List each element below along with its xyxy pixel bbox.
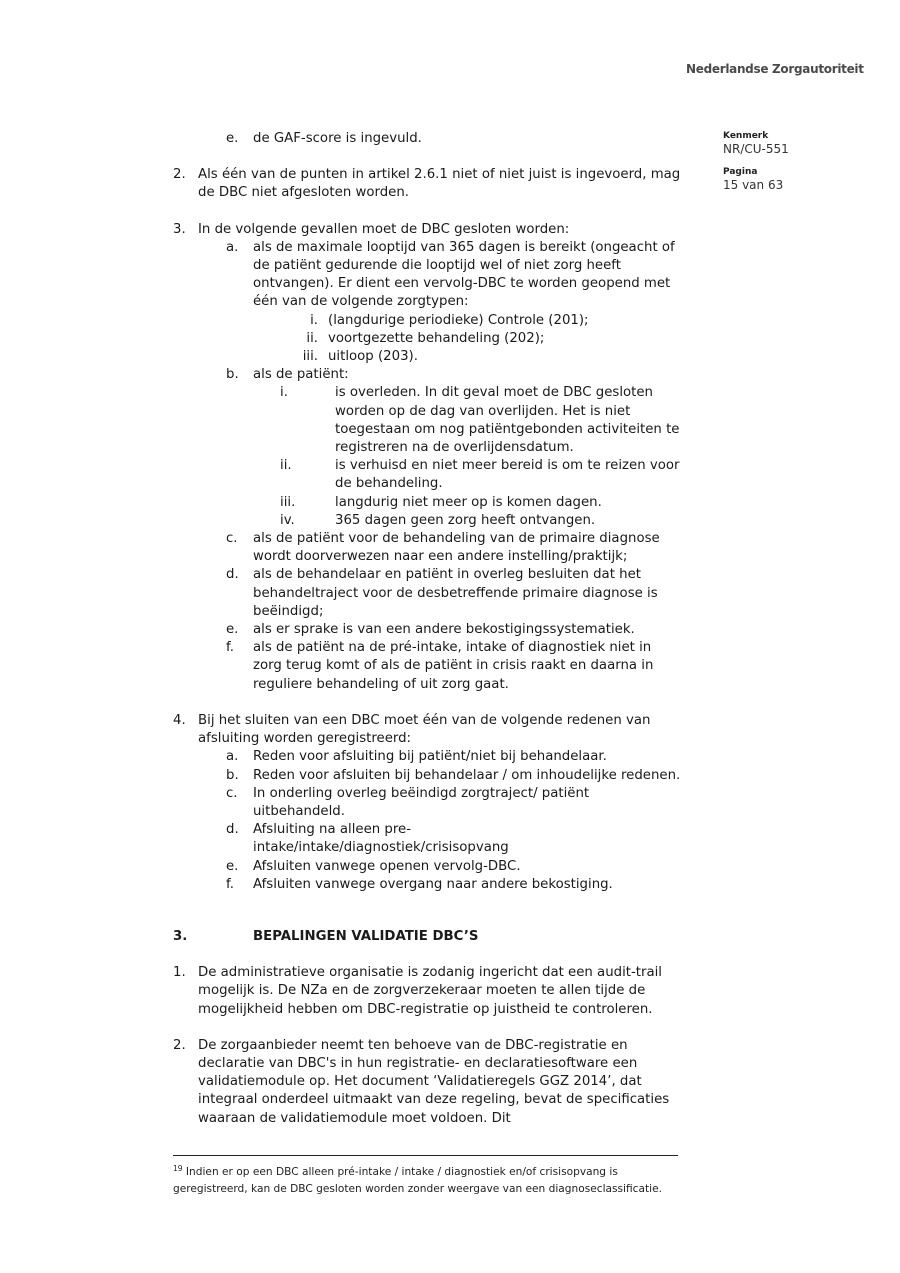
- list-text: Afsluiten vanwege openen vervolg-DBC.: [253, 858, 521, 874]
- list-text: Bij het sluiten van een DBC moet één van de volgende redenen van afsluiting worden geregistreerd:: [198, 712, 651, 747]
- list-item: [173, 166, 683, 202]
- list-text: 365 dagen geen zorg heeft ontvangen.: [335, 512, 596, 528]
- list-item: [173, 494, 683, 512]
- list-marker: f.: [226, 640, 234, 656]
- list-item: [173, 566, 683, 621]
- list-marker: a.: [226, 749, 239, 765]
- list-item: [173, 221, 683, 239]
- list-text: als er sprake is van een andere bekostigingssystematiek.: [253, 622, 635, 638]
- list-item: [173, 964, 683, 1019]
- list-marker: ii.: [280, 458, 292, 474]
- list-text: als de patiënt voor de behandeling van de primaire diagnose wordt doorverwezen naar een andere instelling/praktijk;: [253, 531, 660, 565]
- list-text: is overleden. In dit geval moet de DBC gesloten worden op de dag van overlijden. Het is niet toegestaan om nog patiëntgebonden activiteiten te registreren na de overlijdensdatum.: [335, 385, 680, 456]
- list-item: [173, 639, 683, 694]
- list-marker: e.: [226, 622, 239, 638]
- list-marker: ii.: [306, 330, 318, 346]
- list-marker: 1.: [173, 965, 186, 981]
- list-item: [173, 858, 683, 876]
- list-text: In onderling overleg beëindigd zorgtraject/ patiënt uitbehandeld.: [253, 785, 590, 819]
- list-marker: c.: [226, 785, 238, 801]
- organization-name: Nederlandse Zorgautoriteit: [686, 62, 864, 76]
- list-item: [173, 348, 683, 366]
- list-marker: 2.: [173, 1037, 186, 1053]
- list-text: is verhuisd en niet meer bereid is om te reizen voor de behandeling.: [335, 458, 680, 492]
- list-marker: 2.: [173, 167, 186, 183]
- list-item: [173, 785, 683, 821]
- list-item: [173, 767, 683, 785]
- list-text: De zorgaanbieder neemt ten behoeve van de DBC-registratie en declaratie van DBC's in hun registratie- en declaratiesoftware een validatiemodule op. Het document ‘Validatieregels GGZ 2014’, dat integraal onderdeel uitmaakt van deze regeling, bevat de specificaties waaraan de validatiemodule moet voldoen. Dit: [198, 1037, 670, 1126]
- list-item: [173, 621, 683, 639]
- list-marker: i.: [310, 312, 318, 328]
- list-item: [173, 712, 683, 748]
- list-text: als de patiënt:: [253, 367, 349, 383]
- section-title: BEPALINGEN VALIDATIE DBC’S: [253, 928, 479, 944]
- footnote: [173, 1161, 683, 1197]
- kenmerk-block: [723, 131, 789, 157]
- list-item: [173, 530, 683, 566]
- list-item: [173, 821, 683, 857]
- list-item: [173, 130, 683, 148]
- list-text: In de volgende gevallen moet de DBC gesloten worden:: [198, 221, 570, 237]
- list-marker: iii.: [302, 349, 318, 365]
- list-text: Reden voor afsluiten bij behandelaar / om inhoudelijke redenen.: [253, 767, 681, 783]
- list-marker: iii.: [280, 494, 296, 510]
- list-marker: 4.: [173, 712, 186, 728]
- list-text: als de patiënt na de pré-intake, intake of diagnostiek niet in zorg terug komt of als de patiënt in crisis raakt en daarna in reguliere behandeling of uit zorg gaat.: [253, 640, 654, 692]
- kenmerk-label: Kenmerk: [723, 131, 769, 141]
- list-item: [173, 1037, 683, 1128]
- list-marker: b.: [226, 767, 239, 783]
- pagina-label: Pagina: [723, 167, 758, 177]
- list-item: [173, 876, 683, 894]
- document-body: [173, 130, 683, 1128]
- list-text: als de behandelaar en patiënt in overleg besluiten dat het behandeltraject voor de desbetreffende primaire diagnose is beëindigd;: [253, 567, 658, 619]
- kenmerk-value: NR/CU-551: [723, 142, 789, 156]
- list-item: [173, 384, 683, 457]
- section-heading: [173, 928, 683, 946]
- list-text: Afsluiting na alleen pre-intake/intake/diagnostiek/crisisopvang: [253, 822, 509, 856]
- footnote-number: 19: [173, 1164, 183, 1173]
- pagina-value: 15 van 63: [723, 178, 784, 192]
- list-item: [173, 330, 683, 348]
- list-text: uitloop (203).: [328, 349, 418, 365]
- list-item: [173, 457, 683, 493]
- list-item: [173, 748, 683, 766]
- list-marker: a.: [226, 239, 239, 255]
- list-text: Als één van de punten in artikel 2.6.1 niet of niet juist is ingevoerd, mag de DBC niet afgesloten worden.: [198, 167, 681, 201]
- list-text: als de maximale looptijd van 365 dagen is bereikt (ongeacht of de patiënt gedurende die looptijd wel of niet zorg heeft ontvangen). Er dient een vervolg-DBC te worden geopend met één van de volgende zorgtypen:: [253, 239, 675, 310]
- list-marker: 3.: [173, 221, 186, 237]
- list-item: [173, 312, 683, 330]
- list-text: Afsluiten vanwege overgang naar andere bekostiging.: [253, 876, 613, 892]
- footnote-text: Indien er op een DBC alleen pré-intake / intake / diagnostiek en/of crisisopvang is geregistreerd, kan de DBC gesloten worden zonder weergave van een diagnoseclassificatie.: [173, 1166, 662, 1195]
- list-marker: d.: [226, 567, 239, 583]
- list-marker: i.: [280, 385, 288, 401]
- list-marker: b.: [226, 367, 239, 383]
- list-text: langdurig niet meer op is komen dagen.: [335, 494, 602, 510]
- list-text: voortgezette behandeling (202);: [328, 330, 545, 346]
- list-item: [173, 512, 683, 530]
- list-text: de GAF-score is ingevuld.: [253, 131, 422, 146]
- list-text: (langdurige periodieke) Controle (201);: [328, 312, 589, 328]
- list-marker: c.: [226, 531, 238, 547]
- list-text: Reden voor afsluiting bij patiënt/niet bij behandelaar.: [253, 749, 607, 765]
- list-marker: f.: [226, 876, 234, 892]
- list-item: [173, 366, 683, 384]
- list-marker: e.: [226, 131, 239, 146]
- section-number: 3.: [173, 928, 188, 944]
- list-marker: d.: [226, 822, 239, 838]
- list-marker: iv.: [280, 512, 295, 528]
- list-marker: e.: [226, 858, 239, 874]
- list-text: De administratieve organisatie is zodanig ingericht dat een audit-trail mogelijk is. De NZa en de zorgverzekeraar moeten te allen tijde de mogelijkheid hebben om DBC-registratie op juistheid te controleren.: [198, 965, 663, 1017]
- pagina-block: [723, 167, 783, 193]
- list-item: [173, 239, 683, 312]
- footnote-separator: [173, 1155, 678, 1156]
